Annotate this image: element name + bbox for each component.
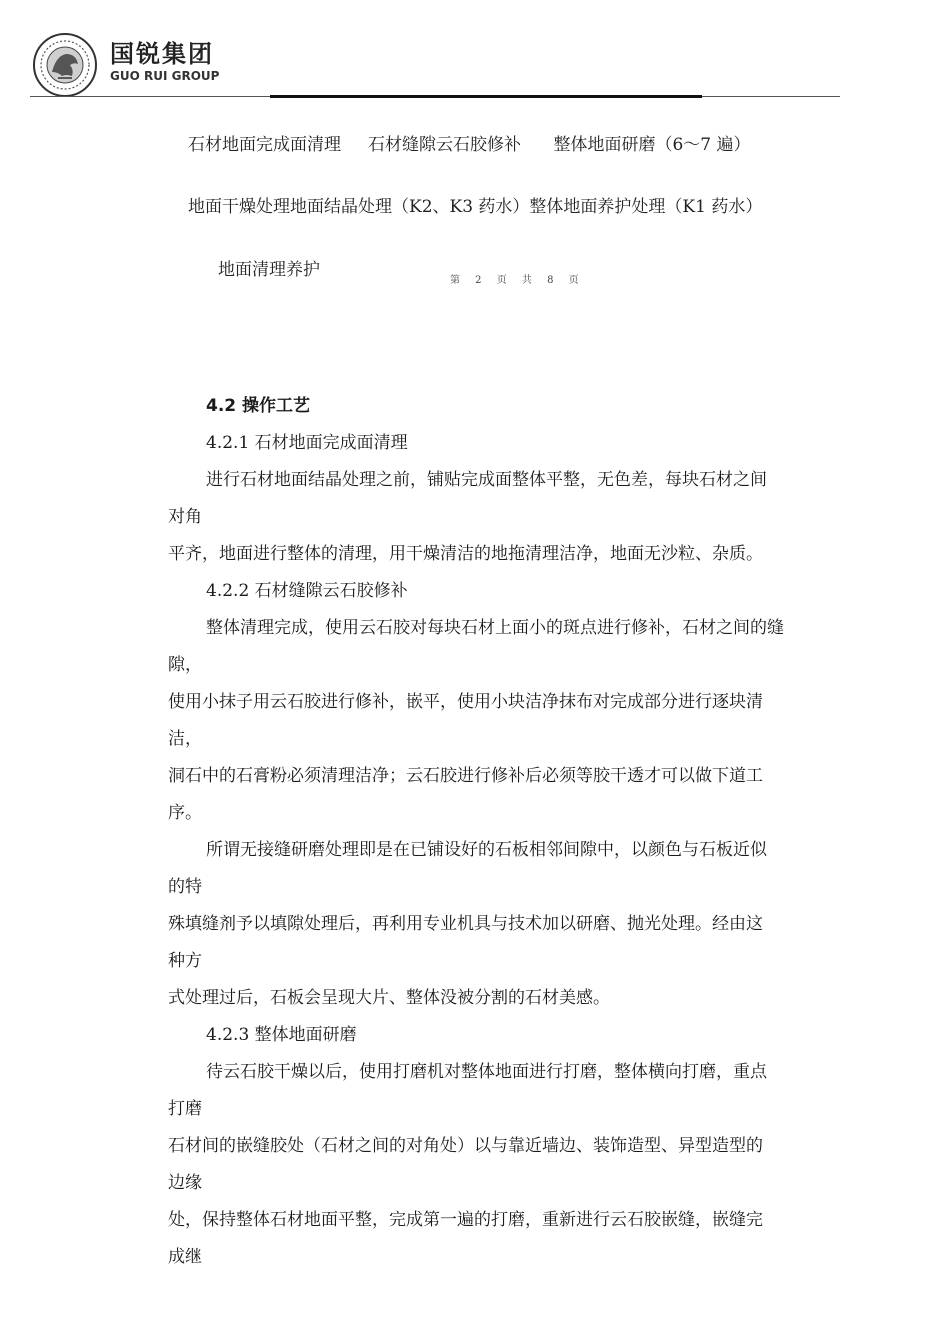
body-line: 打磨 [168, 1099, 202, 1119]
page-number: 第 2 页 共 8 页 [450, 275, 585, 286]
body-line: 待云石胶干燥以后，使用打磨机对整体地面进行打磨，整体横向打磨，重点 [206, 1062, 767, 1082]
body-line: 成继 [168, 1247, 202, 1267]
process-flow-line-3: 地面清理养护 [218, 260, 320, 280]
body-line: 洁， [168, 729, 202, 749]
body-line: 所谓无接缝研磨处理即是在已铺设好的石板相邻间隙中，以颜色与石板近似 [206, 840, 767, 860]
body-line: 处，保持整体石材地面平整，完成第一遍的打磨，重新进行云石胶嵌缝，嵌缝完 [168, 1210, 763, 1230]
section-title: 4.2 操作工艺 [206, 396, 311, 416]
body-line: 4.2.3 整体地面研磨 [206, 1025, 357, 1045]
body-line: 的特 [168, 877, 202, 897]
body-line: 殊填缝剂予以填隙处理后，再利用专业机具与技术加以研磨、抛光处理。经由这 [168, 914, 763, 934]
document-header [30, 30, 850, 100]
body-line: 对角 [168, 507, 202, 527]
company-wordmark [110, 40, 219, 84]
body-line: 4.2.1 石材地面完成面清理 [206, 433, 408, 453]
body-line: 使用小抹子用云石胶进行修补，嵌平，使用小块洁净抹布对完成部分进行逐块清 [168, 692, 763, 712]
body-line: 洞石中的石膏粉必须清理洁净；云石胶进行修补后必须等胶干透才可以做下道工 [168, 766, 763, 786]
process-flow-line-1: 石材地面完成面清理 石材缝隙云石胶修补 整体地面研磨（6～7 遍） [188, 135, 751, 155]
body-line: 进行石材地面结晶处理之前，铺贴完成面整体平整，无色差，每块石材之间 [206, 470, 767, 490]
paragraph-list [168, 425, 848, 1276]
process-flow-line-2: 地面干燥处理地面结晶处理（K2、K3 药水）整体地面养护处理（K1 药水） [188, 197, 763, 217]
document-body [168, 388, 848, 1276]
body-line: 整体清理完成，使用云石胶对每块石材上面小的斑点进行修补，石材之间的缝 [206, 618, 784, 638]
company-emblem-icon [30, 32, 100, 98]
body-line: 隙， [168, 655, 202, 675]
body-line: 序。 [168, 803, 202, 823]
company-name-cn: 国锐集团 [110, 40, 214, 68]
body-line: 石材间的嵌缝胶处（石材之间的对角处）以与靠近墙边、装饰造型、异型造型的 [168, 1136, 763, 1156]
body-line: 平齐，地面进行整体的清理，用干燥清洁的地拖清理洁净，地面无沙粒、杂质。 [168, 544, 763, 564]
header-divider-accent [270, 95, 702, 98]
body-line: 式处理过后，石板会呈现大片、整体没被分割的石材美感。 [168, 988, 610, 1008]
body-line: 边缘 [168, 1173, 202, 1193]
body-line: 4.2.2 石材缝隙云石胶修补 [206, 581, 408, 601]
body-line: 种方 [168, 951, 202, 971]
company-name-en: GUO RUI GROUP [110, 69, 220, 83]
